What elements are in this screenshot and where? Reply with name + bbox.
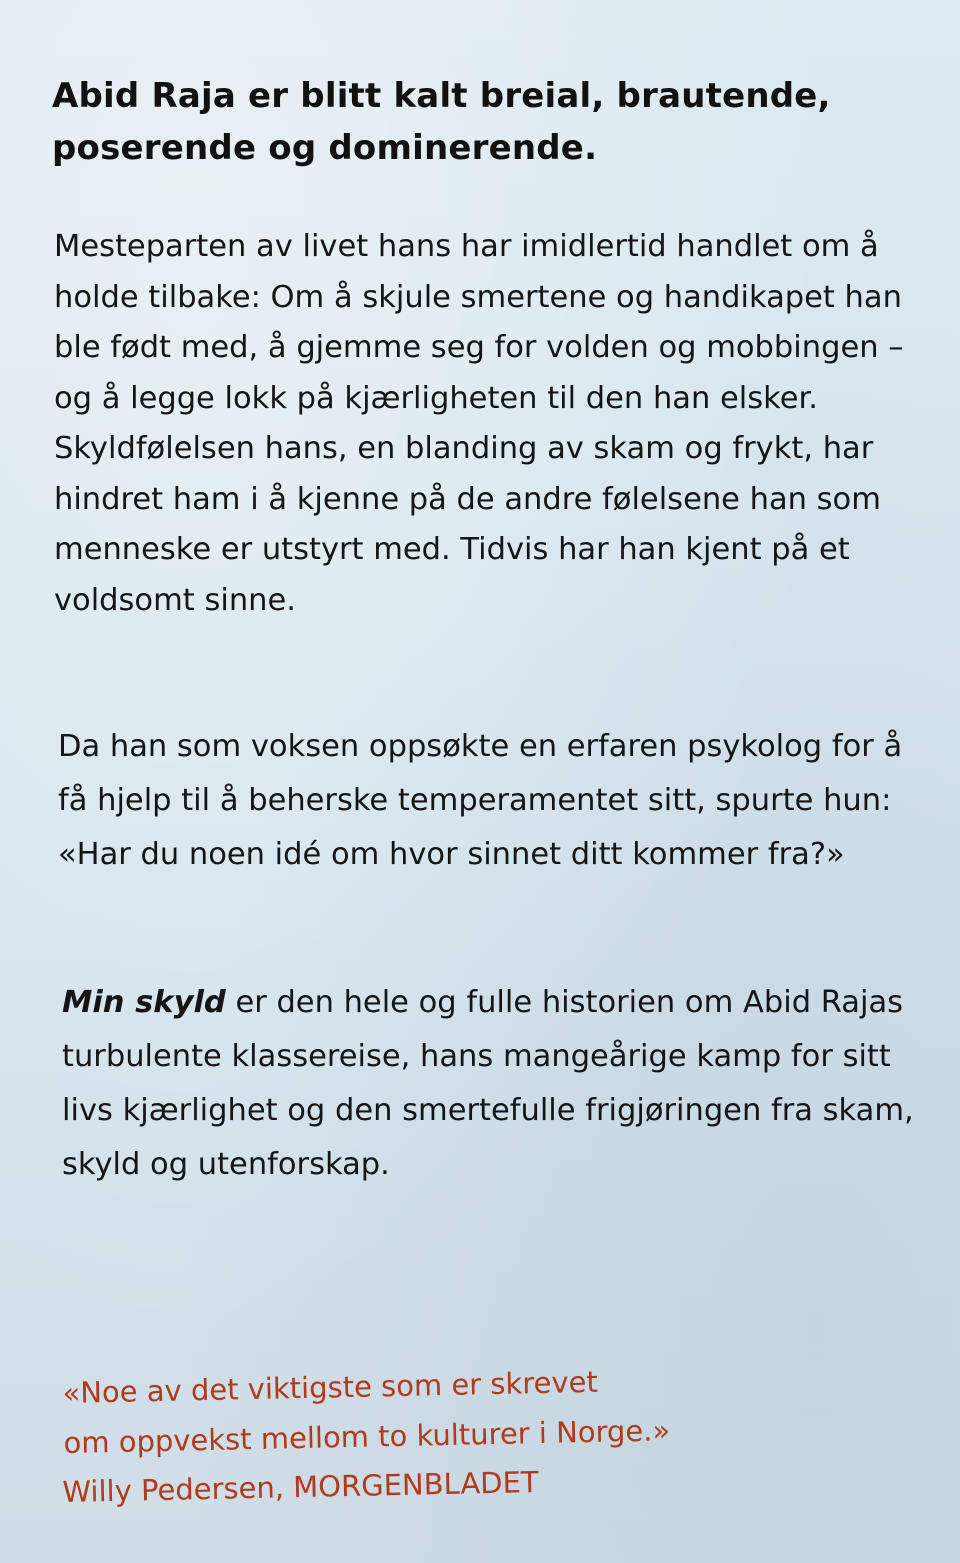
paragraph-2: Da han som voksen oppsøkte en erfaren psykolog for å få hjelp til å beherske temperamentet sitt, spurte hun: «Har du noen idé om hvor sinnet ditt kommer fra?» [58, 729, 903, 872]
paragraph-3 [62, 976, 942, 1192]
book-title: Min skyld [62, 985, 226, 1020]
quote-line-1: «Noe av det viktigste som er skrevet [62, 1364, 599, 1410]
press-quote [62, 1351, 884, 1468]
lede-line-2: poserende og dominerende. [52, 128, 598, 168]
paragraph-3-text: er den hele og fulle historien om Abid Rajas turbulente klassereise, hans mangeårige kamp for sitt livs kjærlighet og den smertefulle frigjøringen fra skam, skyld og utenforskap. [62, 985, 914, 1182]
paragraph-1: Mesteparten av livet hans har imidlertid handlet om å holde tilbake: Om å skjule smertene og handikapet han ble født med, å gjemme seg for volden og mobbingen – og å legge lokk på kjærligheten til den han elsker. Skyldfølelsen hans, en blanding av skam og frykt, har hindret ham i å kjenne på de andre følelsene han som menneske er utstyrt med. Tidvis har han kjent på et voldsomt sinne. [54, 229, 904, 618]
quote-line-2: om oppvekst mellom to kulturer i Norge.» [63, 1413, 671, 1460]
lede-heading [52, 70, 912, 174]
lede-line-1: Abid Raja er blitt kalt breial, brautende, [52, 76, 831, 116]
quote-attribution: Willy Pedersen, MORGENBLADET [62, 1465, 539, 1509]
